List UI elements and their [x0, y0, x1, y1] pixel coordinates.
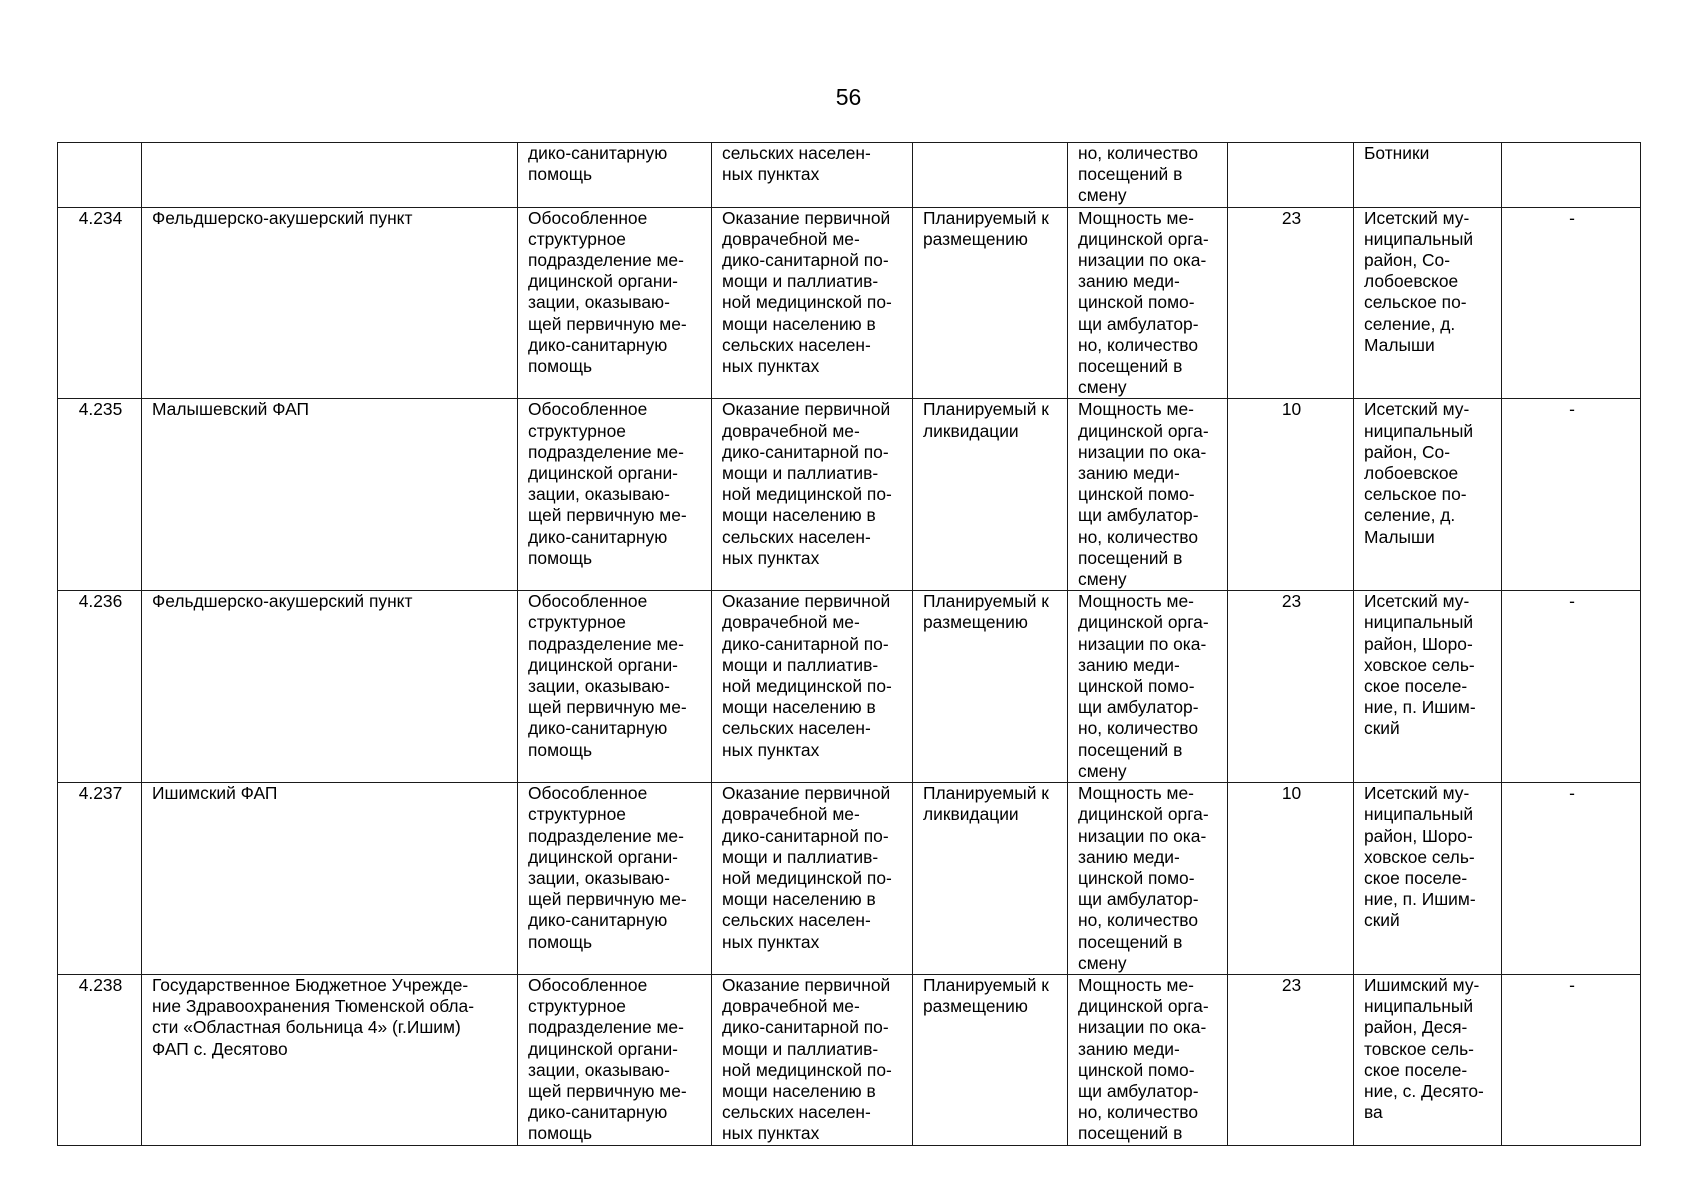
row-number: 4.237 [58, 783, 142, 975]
object-status [913, 143, 1068, 208]
object-name: Ишимский ФАП [142, 783, 518, 975]
object-name [142, 143, 518, 208]
row-number: 4.238 [58, 974, 142, 1145]
object-purpose: Оказание первичной доврачебной ме- дико-санитарной по- мощи и паллиатив- ной медицинской по- мощи населению в сельских населен- ных пунктах [712, 974, 913, 1145]
object-capacity: 23 [1228, 591, 1354, 783]
object-name: Малышевский ФАП [142, 399, 518, 591]
object-status: Планируемый к ликвидации [913, 783, 1068, 975]
object-status: Планируемый к размещению [913, 207, 1068, 399]
row-number [58, 143, 142, 208]
table-row [58, 591, 1641, 783]
row-number: 4.234 [58, 207, 142, 399]
object-capacity: 23 [1228, 207, 1354, 399]
object-characteristic: Мощность ме- дицинской орга- низации по ока- занию меди- цинской помо- щи амбулатор- но, количество посещений в смену [1068, 399, 1228, 591]
object-status: Планируемый к размещению [913, 591, 1068, 783]
object-zone: - [1502, 207, 1641, 399]
object-capacity: 10 [1228, 783, 1354, 975]
object-characteristic: Мощность ме- дицинской орга- низации по ока- занию меди- цинской помо- щи амбулатор- но, количество посещений в смену [1068, 591, 1228, 783]
row-number: 4.236 [58, 591, 142, 783]
object-type: Обособленное структурное подразделение ме- дицинской органи- зации, оказываю- щей первичную ме- дико-санитарную помощь [518, 974, 712, 1145]
row-number: 4.235 [58, 399, 142, 591]
object-type: Обособленное структурное подразделение ме- дицинской органи- зации, оказываю- щей первичную ме- дико-санитарную помощь [518, 783, 712, 975]
object-location: Исетский му- ниципальный район, Шоро- ховское сель- ское поселе- ние, п. Ишим- ский [1354, 783, 1502, 975]
table-row [58, 399, 1641, 591]
object-purpose: Оказание первичной доврачебной ме- дико-санитарной по- мощи и паллиатив- ной медицинской по- мощи населению в сельских населен- ных пунктах [712, 399, 913, 591]
object-status: Планируемый к размещению [913, 974, 1068, 1145]
object-characteristic: Мощность ме- дицинской орга- низации по ока- занию меди- цинской помо- щи амбулатор- но, количество посещений в смену [1068, 783, 1228, 975]
object-purpose: Оказание первичной доврачебной ме- дико-санитарной по- мощи и паллиатив- ной медицинской по- мощи населению в сельских населен- ных пунктах [712, 591, 913, 783]
object-type: Обособленное структурное подразделение ме- дицинской органи- зации, оказываю- щей первичную ме- дико-санитарную помощь [518, 399, 712, 591]
object-purpose: Оказание первичной доврачебной ме- дико-санитарной по- мощи и паллиатив- ной медицинской по- мощи населению в сельских населен- ных пунктах [712, 207, 913, 399]
object-zone: - [1502, 974, 1641, 1145]
object-name: Государственное Бюджетное Учрежде- ние Здравоохранения Тюменской обла- сти «Областная больница 4» (г.Ишим) ФАП с. Десятово [142, 974, 518, 1145]
facilities-table [57, 142, 1641, 1146]
object-name: Фельдшерско-акушерский пункт [142, 207, 518, 399]
object-location: Исетский му- ниципальный район, Со- лобоевское сельское по- селение, д. Малыши [1354, 399, 1502, 591]
object-type: дико-санитарную помощь [518, 143, 712, 208]
object-purpose: сельских населен- ных пунктах [712, 143, 913, 208]
object-type: Обособленное структурное подразделение ме- дицинской органи- зации, оказываю- щей первичную ме- дико-санитарную помощь [518, 591, 712, 783]
object-capacity: 23 [1228, 974, 1354, 1145]
object-capacity: 10 [1228, 399, 1354, 591]
object-status: Планируемый к ликвидации [913, 399, 1068, 591]
object-zone [1502, 143, 1641, 208]
object-type: Обособленное структурное подразделение ме- дицинской органи- зации, оказываю- щей первичную ме- дико-санитарную помощь [518, 207, 712, 399]
object-location: Ишимский му- ниципальный район, Деся- товское сель- ское поселе- ние, с. Десято- ва [1354, 974, 1502, 1145]
object-capacity [1228, 143, 1354, 208]
object-location: Исетский му- ниципальный район, Шоро- ховское сель- ское поселе- ние, п. Ишим- ский [1354, 591, 1502, 783]
table-row [58, 207, 1641, 399]
object-characteristic: Мощность ме- дицинской орга- низации по ока- занию меди- цинской помо- щи амбулатор- но, количество посещений в смену [1068, 207, 1228, 399]
object-purpose: Оказание первичной доврачебной ме- дико-санитарной по- мощи и паллиатив- ной медицинской по- мощи населению в сельских населен- ных пунктах [712, 783, 913, 975]
object-name: Фельдшерско-акушерский пункт [142, 591, 518, 783]
page-number: 56 [835, 84, 862, 110]
object-zone: - [1502, 591, 1641, 783]
table-row [58, 974, 1641, 1145]
object-characteristic: но, количество посещений в смену [1068, 143, 1228, 208]
object-zone: - [1502, 783, 1641, 975]
table-row [58, 783, 1641, 975]
object-location: Исетский му- ниципальный район, Со- лобоевское сельское по- селение, д. Малыши [1354, 207, 1502, 399]
object-location: Ботники [1354, 143, 1502, 208]
object-characteristic: Мощность ме- дицинской орга- низации по ока- занию меди- цинской помо- щи амбулатор- но, количество посещений в [1068, 974, 1228, 1145]
table-row [58, 143, 1641, 208]
object-zone: - [1502, 399, 1641, 591]
